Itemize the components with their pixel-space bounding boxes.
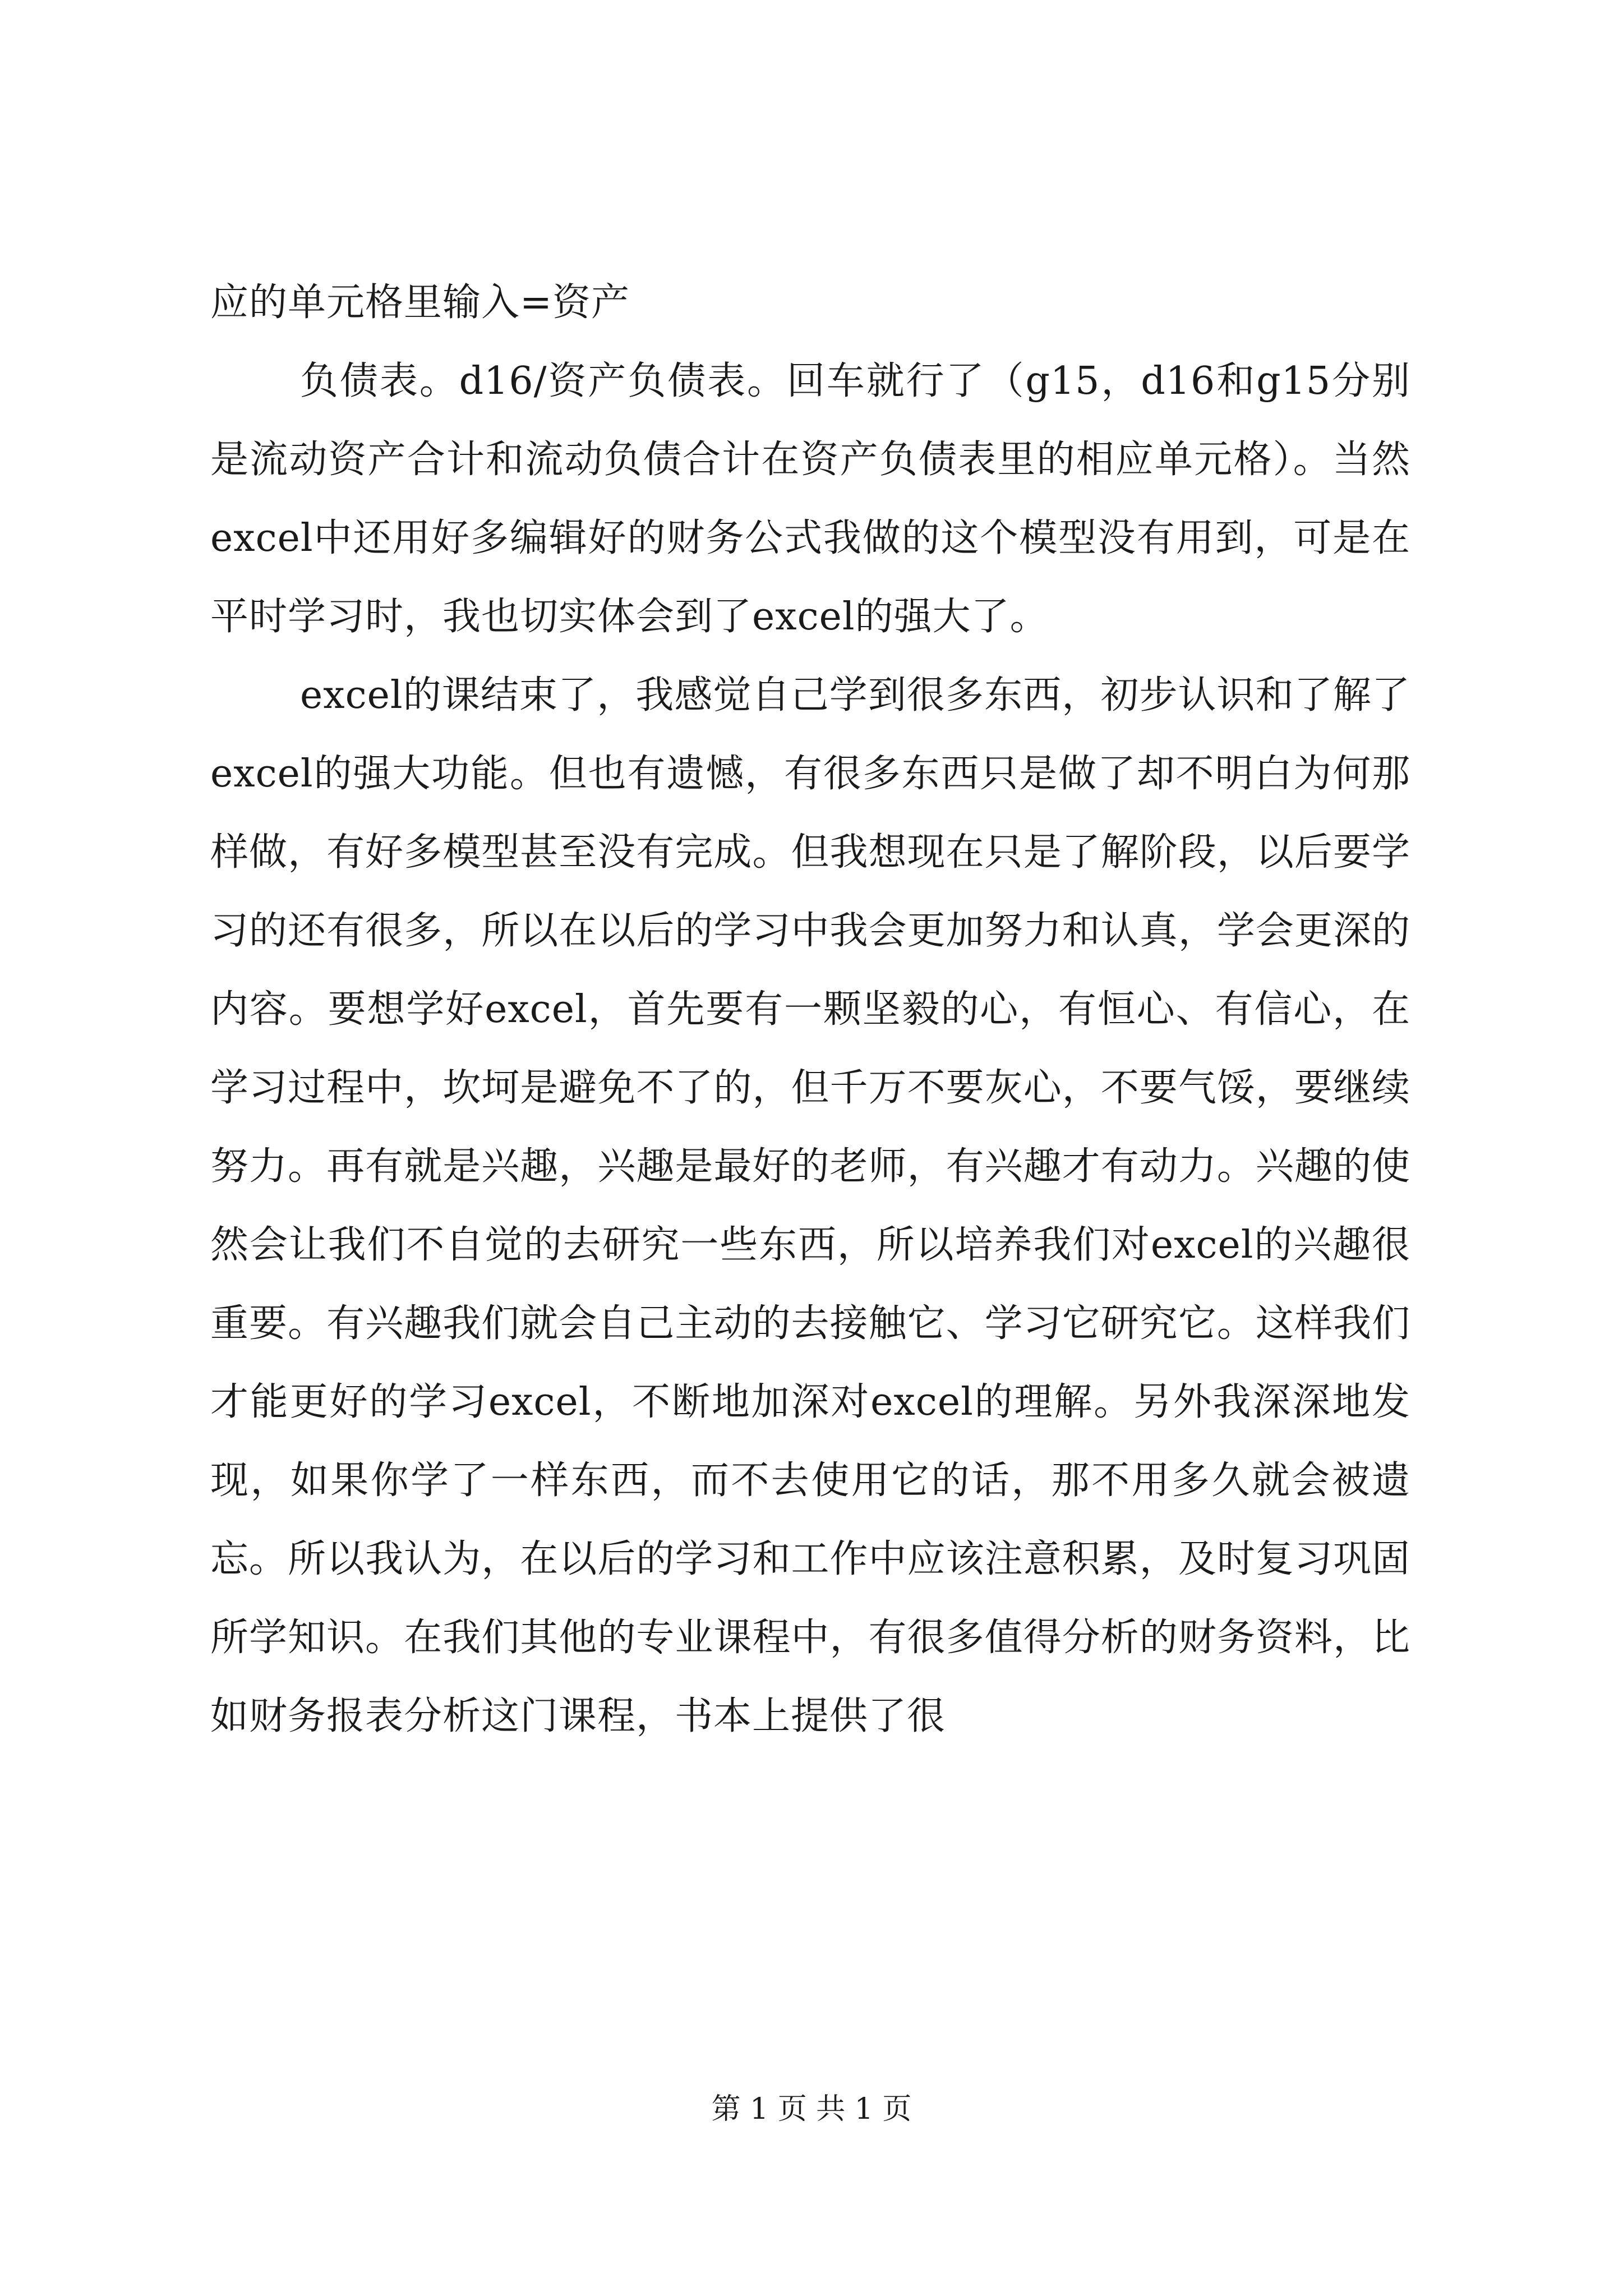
page-footer: 第 1 页 共 1 页: [711, 2092, 912, 2126]
paragraph-1: 负债表。d16/资产负债表。回车就行了（g15，d16和g15分别是流动资产合计和流动负债合计在资产负债表里的相应单元格）。当然excel中还用好多编辑好的财务公式我做的这个模型没有用到，可是在平时学习时，我也切实体会到了excel的强大了。: [210, 359, 1410, 639]
paragraph-2: excel的课结束了，我感觉自己学到很多东西，初步认识和了解了excel的强大功能。但也有遗憾，有很多东西只是做了却不明白为何那样做，有好多模型甚至没有完成。但我想现在只是了解阶段，以后要学习的还有很多，所以在以后的学习中我会更加努力和认真，学会更深的内容。要想学好excel，首先要有一颗坚毅的心，有恒心、有信心，在学习过程中，坎坷是避免不了的，但千万不要灰心，不要气馁，要继续努力。再有就是兴趣，兴趣是最好的老师，有兴趣才有动力。兴趣的使然会让我们不自觉的去研究一些东西，所以培养我们对excel的兴趣很重要。有兴趣我们就会自己主动的去接触它、学习它研究它。这样我们才能更好的学习excel，不断地加深对excel的理解。另外我深深地发现，如果你学了一样东西，而不去使用它的话，那不用多久就会被遗忘。所以我认为，在以后的学习和工作中应该注意积累，及时复习巩固所学知识。在我们其他的专业课程中，有很多值得分析的财务资料，比如财务报表分析这门课程，书本上提供了很: [210, 673, 1410, 1738]
continuation-line: 应的单元格里输入=资产: [210, 280, 630, 325]
document-body: [210, 264, 1410, 1756]
